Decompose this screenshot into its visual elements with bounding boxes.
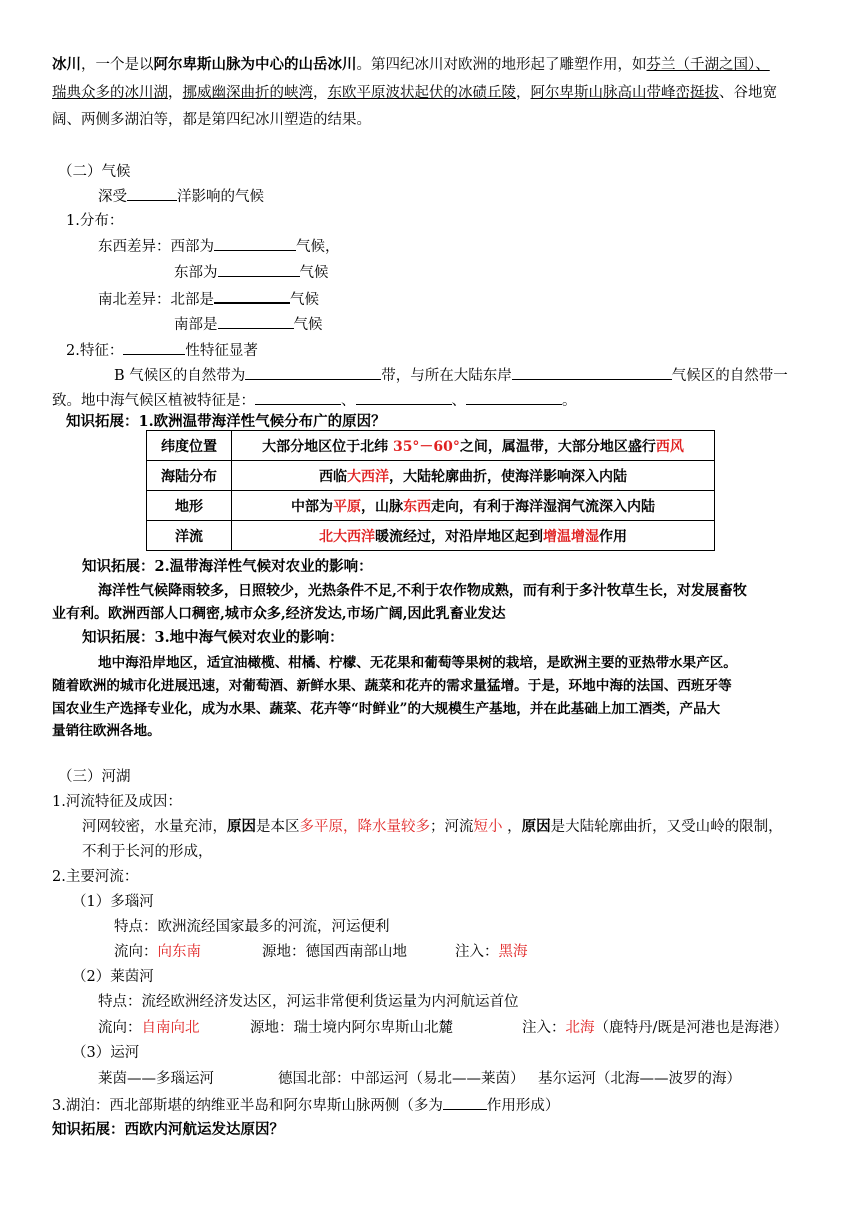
highlight: 北大西洋 [319,528,375,545]
intro-line-2 [52,83,777,103]
text: ， [502,819,522,835]
text: 、 [451,393,466,409]
kt2-title: 知识拓展：2.温带海洋性气候对农业的影响： [82,558,373,575]
text: ， [516,85,531,101]
text: 大部分地区位于北纬 [262,438,393,455]
canal-rhine-danube: 莱茵——多瑙运河 [98,1071,214,1087]
alps-example: 阿尔卑斯山脉高山带峰峦挺拔 [530,85,719,101]
text: 西临 [319,468,347,485]
text: ， [313,85,328,101]
intro-line-1 [52,55,770,75]
text: 。第四纪冰川对欧洲的地形起了雕塑作用，如 [356,57,647,73]
text: 、 [341,393,356,409]
highlight: 短小 [473,819,503,835]
ns-north [98,288,319,310]
text: ，山脉 [361,498,403,515]
text: ， [168,85,183,101]
highlight: 黑海 [498,944,528,960]
climate-deep [98,186,264,207]
text: 洋影响的气候 [177,189,264,205]
danube-source: 源地：德国西南部山地 [262,944,407,960]
text: 之间，属温带，大部分地区盛行 [459,438,656,455]
answer-blank[interactable] [245,365,381,380]
danube-into [455,942,528,962]
kt4-title: 知识拓展：西欧内河航运发达原因？ [52,1121,284,1138]
row-content [232,431,715,461]
highlight: 大西洋 [347,468,389,485]
mediterranean-veg-line [52,390,577,411]
table-row [147,521,715,551]
table-row [147,431,715,461]
sweden-example: 瑞典众多的冰川湖 [52,85,168,101]
text: 注入： [455,944,499,960]
ew-west [98,236,340,257]
highlight: 增温增湿 [543,528,599,545]
b-zone-line [114,365,788,386]
answer-blank[interactable] [214,288,290,304]
text: 是本区 [256,819,300,835]
river-features-line-2: 不利于长河的形成， [82,844,213,860]
text: 深受 [98,189,127,205]
text: 流向： [114,944,158,960]
text: ，一个是以 [81,57,154,73]
rhine-source: 源地：瑞士境内阿尔卑斯山北麓 [250,1020,453,1036]
distribution-label: 1.分布： [66,213,124,229]
text: 气候 [299,265,329,281]
highlight: 向东南 [157,944,201,960]
text: 南北差异：北部是 [98,292,214,308]
highlight: 平原 [333,498,361,515]
answer-blank[interactable] [466,390,562,405]
river-features-label: 1.河流特征及成因： [52,794,182,810]
kt2-line-2: 业有利。欧洲西部人口稠密,城市众多,经济发达,市场广阔,因此乳畜业发达 [52,606,506,622]
danube-feature: 特点：欧洲流经国家最多的河流，河运便利 [114,919,390,935]
highlight: 自南向北 [141,1020,200,1036]
alpine-glacier-term: 阿尔卑斯山脉为中心的山岳冰川 [153,56,357,73]
text: （鹿特丹/既是河港也是海港） [594,1020,788,1036]
text: B 气候区的自然带为 [114,368,246,384]
kt3-line-1: 地中海沿岸地区，适宜油橄榄、柑橘、柠檬、无花果和葡萄等果树的栽培，是欧洲主要的亚热带水果产区。 [98,655,737,671]
canal-heading: （3）运河 [72,1045,140,1061]
kt1-table [146,430,715,551]
text: 、谷地宽 [719,85,777,101]
danube-flow [114,942,201,962]
text: 致。地中海气候区植被特征是： [52,393,255,409]
answer-blank[interactable] [356,390,452,405]
rhine-into [522,1018,788,1038]
text: 。 [562,393,577,409]
text: 气候， [296,239,340,255]
text: 中部为 [291,498,333,515]
east-europe-example: 东欧平原波状起伏的冰碛丘陵 [327,85,516,101]
text: 作用 [599,528,627,545]
climate-heading: （二）气候 [58,164,131,180]
river-features-line-1 [82,817,783,837]
text: 气候 [290,292,319,308]
text: 东部为 [174,265,218,281]
kt2-line-1: 海洋性气候降雨较多，日照较少，光热条件不足,不利于农作物成熟，而有利于多汁牧草生长，对发展畜牧 [98,583,747,599]
glacier-term: 冰川 [52,56,81,73]
text: 气候区的自然带一 [671,368,788,384]
row-header: 纬度位置 [147,431,232,461]
rhine-flow [98,1018,200,1038]
table-row [147,461,715,491]
text: 河网较密，水量充沛， [82,819,227,835]
canal-kiel: 基尔运河（北海——波罗的海） [538,1071,741,1087]
text: 性特征显著 [185,343,258,359]
answer-blank[interactable] [443,1095,487,1110]
row-header: 洋流 [147,521,232,551]
text: ；河流 [430,819,474,835]
answer-blank[interactable] [218,262,300,277]
row-header: 地形 [147,491,232,521]
ns-south [174,314,323,335]
text: ，大陆轮廓曲折，使海洋影响深入内陆 [389,468,627,485]
kt3-line-2: 随着欧洲的城市化进展迅速，对葡萄酒、新鲜水果、蔬菜和花卉的需求量猛增。于是，环地中海的法国、西班牙等 [52,678,732,694]
norway-example: 挪威幽深曲折的峡湾 [182,85,313,101]
highlight: 东西 [403,498,431,515]
text: 气候 [293,317,323,333]
text: 走向，有利于海洋湿润气流深入内陆 [431,498,655,515]
text: 是大陆轮廓曲折，又受山岭的限制， [550,819,783,835]
answer-blank[interactable] [512,365,672,380]
kt3-title: 知识拓展：3.地中海气候对农业的影响： [82,629,344,646]
highlight: 北海 [565,1020,595,1036]
highlight: 35°－60° [392,438,460,455]
kt3-line-4: 量销往欧洲各地。 [52,723,161,739]
row-content [232,521,715,551]
intro-line-3: 阔、两侧多湖泊等，都是第四纪冰川塑造的结果。 [52,112,371,128]
answer-blank[interactable] [214,236,296,251]
text: 带，与所在大陆东岸 [381,368,512,384]
answer-blank[interactable] [218,314,294,329]
text: 注入： [522,1020,566,1036]
row-content [232,461,715,491]
highlight: 多平原，降水量较多 [299,819,430,835]
kt3-line-3: 国农业生产选择专业化，成为水果、蔬菜、花卉等“时鲜业”的大规模生产基地，并在此基础上加工酒类，产品大 [52,701,721,717]
danube-heading: （1）多瑙河 [72,894,154,910]
main-rivers-label: 2.主要河流： [52,869,139,885]
rhine-heading: （2）莱茵河 [72,969,154,985]
row-content [232,491,715,521]
text: 原因 [227,818,256,835]
text: 作用形成） [486,1098,560,1114]
answer-blank[interactable] [127,186,177,201]
text: 暖流经过，对沿岸地区起到 [375,528,543,545]
row-header: 海陆分布 [147,461,232,491]
lakes-line [52,1095,559,1116]
canal-north-germany: 德国北部：中部运河（易北——莱茵） [278,1071,525,1087]
answer-blank[interactable] [123,340,185,355]
rhine-feature: 特点：流经欧洲经济发达区，河运非常便利货运量为内河航运首位 [98,994,519,1010]
highlight: 西风 [655,438,684,455]
rivers-heading: （三）河湖 [58,769,131,785]
features-line [66,340,258,361]
text: 南部是 [174,317,218,333]
text: 2.特征： [66,343,124,359]
text: 东西差异：西部为 [98,239,214,255]
text: 3.湖泊：西北部斯堪的纳维亚半岛和阿尔卑斯山脉两侧（多为 [52,1098,443,1114]
text: 原因 [521,818,551,835]
kt1-title: 知识拓展：1.欧洲温带海洋性气候分布广的原因？ [66,413,386,430]
ew-east [174,262,329,283]
table-row [147,491,715,521]
text: 流向： [98,1020,142,1036]
finland-example: 芬兰（千湖之国）、 [646,57,770,73]
answer-blank[interactable] [255,390,341,405]
